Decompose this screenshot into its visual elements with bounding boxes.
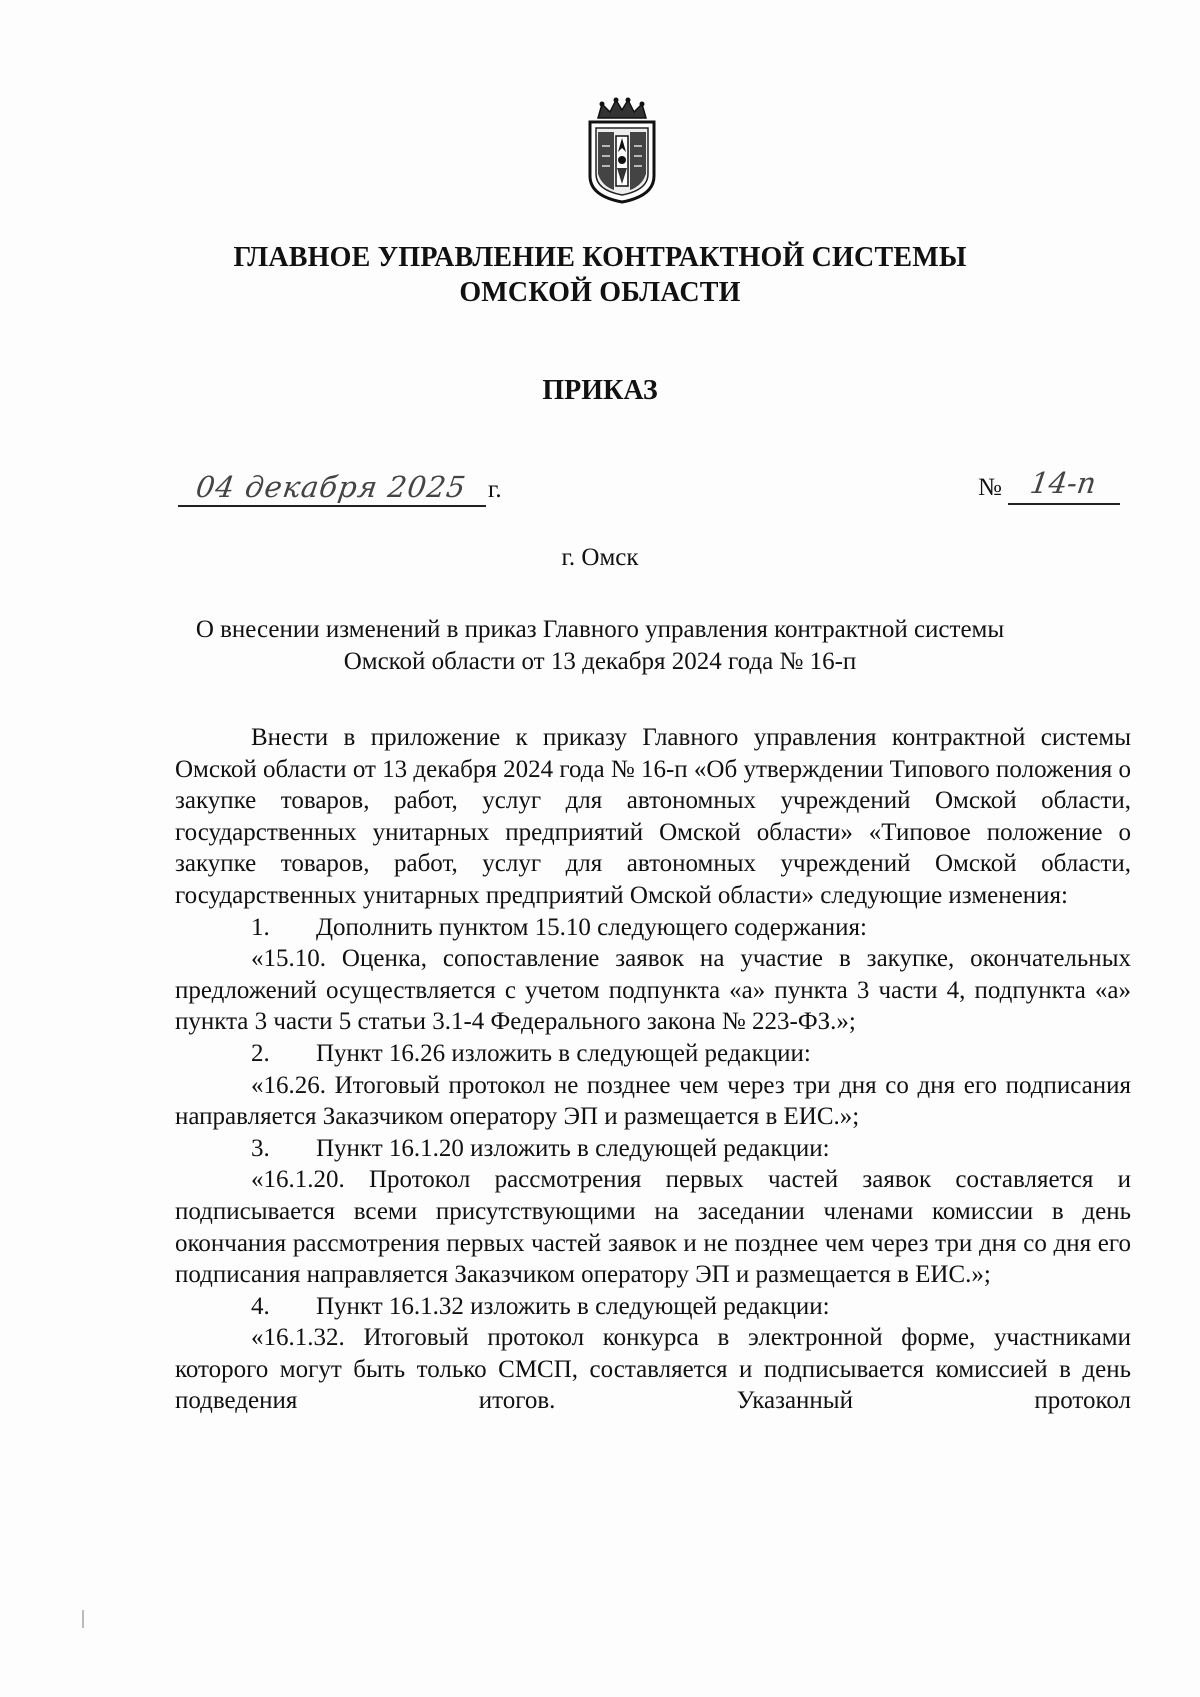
item-2-instruction bbox=[175, 1038, 1131, 1070]
date-underline bbox=[178, 505, 486, 507]
item-2-text: «16.26. Итоговый протокол не позднее чем через три дня со дня его подписания направляется Заказчиком оператору ЭП и размещается в ЕИС.»; bbox=[175, 1071, 1131, 1131]
item-4-instruction-text: Пункт 16.1.32 изложить в следующей редакции: bbox=[316, 1292, 830, 1320]
item-1-text: «15.10. Оценка, сопоставление заявок на участие в закупке, окончательных предложений осуществляется с учетом подпункта «а» пункта 3 части 4, подпункта «а» пункта 3 части 5 статьи 3.1-4 Федерального закона № 223-ФЗ.»; bbox=[175, 945, 1131, 1036]
item-3-instruction-text: Пункт 16.1.20 изложить в следующей редакции: bbox=[316, 1134, 830, 1162]
item-4-instruction bbox=[175, 1291, 1131, 1323]
document-title-line2: Омской области от 13 декабря 2024 года № 16-п bbox=[343, 648, 857, 675]
organization-name-line2: ОМСКОЙ ОБЛАСТИ bbox=[459, 277, 741, 308]
handwritten-number: 14-п bbox=[1028, 466, 1099, 500]
item-4-text: «16.1.32. Итоговый протокол конкурса в электронной форме, участниками которого могут быть только СМСП, составляется и подписывается комиссией в день подведения итогов. Указанный протокол bbox=[175, 1324, 1131, 1415]
organization-name bbox=[150, 240, 1050, 310]
document-title-line1: О внесении изменений в приказ Главного управления контрактной системы bbox=[195, 616, 1005, 643]
item-1-instruction bbox=[175, 912, 1131, 944]
item-4-number: 4. bbox=[251, 1292, 270, 1320]
scan-margin-mark bbox=[82, 1610, 84, 1628]
organization-name-line1: ГЛАВНОЕ УПРАВЛЕНИЕ КОНТРАКТНОЙ СИСТЕМЫ bbox=[233, 242, 967, 273]
item-3-instruction bbox=[175, 1133, 1131, 1165]
item-3-number: 3. bbox=[251, 1134, 270, 1162]
document-title bbox=[150, 614, 1050, 678]
date-field bbox=[178, 470, 478, 506]
date-suffix: г. bbox=[488, 476, 502, 503]
item-1-number: 1. bbox=[251, 913, 270, 941]
document-body bbox=[175, 722, 1131, 1417]
document-type: ПРИКАЗ bbox=[542, 375, 658, 406]
item-1-instruction-text: Дополнить пунктом 15.10 следующего содержания: bbox=[316, 913, 867, 941]
number-sign: № bbox=[978, 474, 1002, 501]
item-2-number: 2. bbox=[251, 1039, 270, 1067]
intro-paragraph: Внести в приложение к приказу Главного управления контрактной системы Омской области от 13 декабря 2024 года № 16-п «Об утверждении Типового положения о закупке товаров, работ, услуг для автономных учреждений Омской области, государственных унитарных предприятий Омской области» «Типовое положение о закупке товаров, работ, услуг для автономных учреждений Омской области, государственных унитарных предприятий Омской области» следующие изменения: bbox=[175, 724, 1131, 909]
number-underline bbox=[1008, 503, 1120, 505]
handwritten-date: 04 декабря 2025 bbox=[193, 470, 469, 504]
item-2-instruction-text: Пункт 16.26 изложить в следующей редакции: bbox=[316, 1039, 811, 1067]
item-3-text: «16.1.20. Протокол рассмотрения первых частей заявок составляется и подписывается всеми присутствующими на заседании членами комиссии в день окончания рассмотрения первых частей заявок и не позднее чем через три дня со дня его подписания направляется Заказчиком оператору ЭП и размещается в ЕИС.»; bbox=[175, 1166, 1131, 1289]
city: г. Омск bbox=[561, 544, 639, 571]
coat-of-arms-icon bbox=[584, 96, 660, 206]
